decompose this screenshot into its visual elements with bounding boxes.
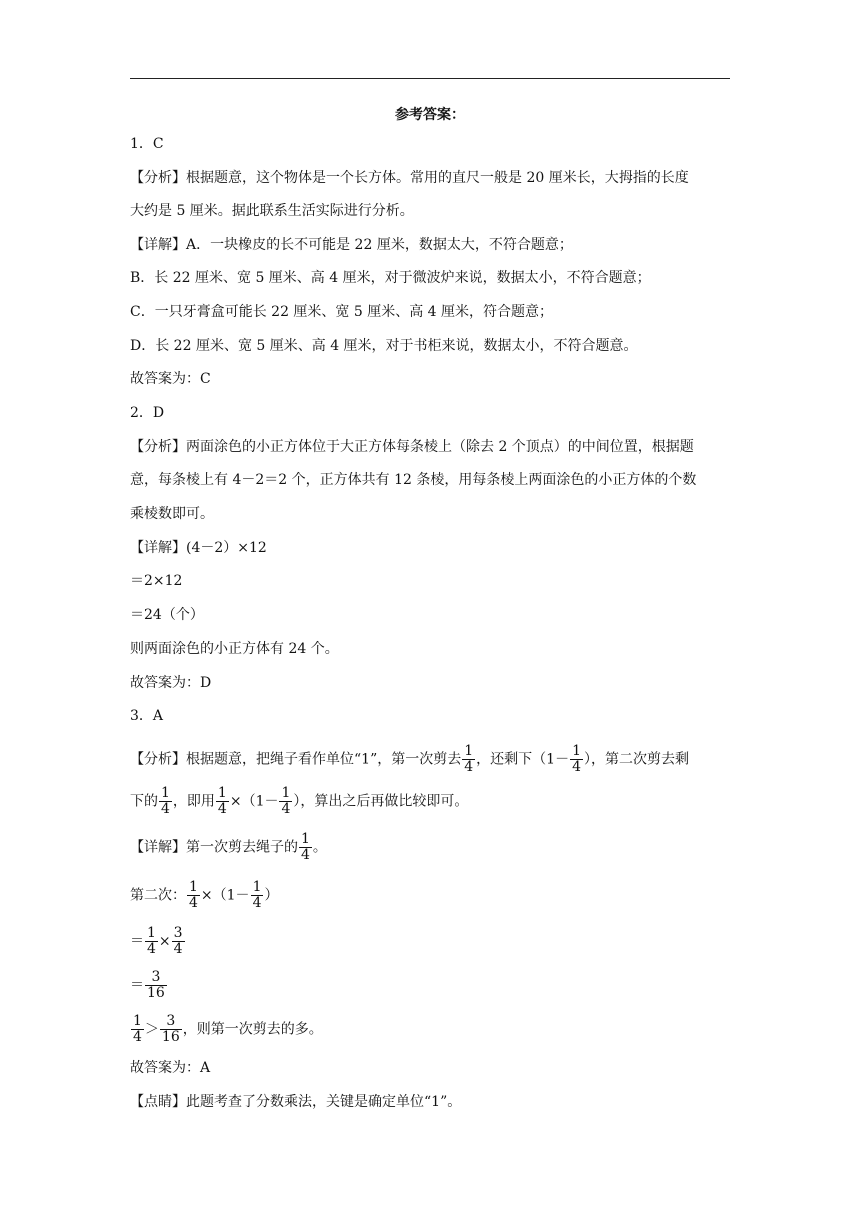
q3-eq1-times: × xyxy=(158,933,171,950)
q3-second-text-a: 第二次： xyxy=(130,887,186,904)
fraction-numerator: 1 xyxy=(301,831,310,847)
q2-analysis-line-2: 意，每条棱上有 4－2＝2 个，正方体共有 12 条棱，用每条棱上两面涂色的小正方体的个数 xyxy=(130,472,697,488)
fraction-denominator: 4 xyxy=(217,801,227,817)
fraction-denominator: 4 xyxy=(173,941,183,957)
fraction-one-quarter xyxy=(279,786,292,817)
q2-detail-line-1: 【详解】(4－2）×12 xyxy=(130,540,267,556)
fraction-denominator: 4 xyxy=(572,759,581,775)
q1-answer: 故答案为：C xyxy=(130,371,211,387)
q2-number: 2．D xyxy=(130,405,165,421)
header-rule xyxy=(130,78,730,79)
q2-analysis-line-3: 乘棱数即可。 xyxy=(130,506,214,522)
q1-detail-line-3: C．一只牙膏盒可能长 22 厘米、宽 5 厘米、高 4 厘米，符合题意； xyxy=(130,304,554,320)
q2-detail-line-3: ＝24（个） xyxy=(130,607,204,623)
q1-analysis-line-2: 大约是 5 厘米。据此联系生活实际进行分析。 xyxy=(130,203,414,219)
fraction-one-quarter xyxy=(131,1014,144,1045)
q2-analysis-line-1: 【分析】两面涂色的小正方体位于大正方体每条棱上（除去 2 个顶点）的中间位置，根据题 xyxy=(130,439,694,455)
q3-equation-line-1 xyxy=(130,926,186,957)
q3-analysis-text-c: ），第二次剪去剩 xyxy=(584,751,689,768)
q3-second-text-c: ） xyxy=(264,887,279,904)
fraction-denominator: 4 xyxy=(133,1029,142,1045)
fraction-denominator: 4 xyxy=(252,895,262,911)
fraction-one-quarter xyxy=(462,744,475,775)
q3-analysis2-text-a: 下的 xyxy=(130,793,158,810)
fraction-numerator: 1 xyxy=(281,785,291,801)
fraction-numerator: 1 xyxy=(252,879,262,895)
page-heading: 参考答案： xyxy=(395,107,465,123)
fraction-numerator: 3 xyxy=(151,969,161,985)
fraction-one-quarter xyxy=(570,744,583,775)
q3-comment: 【点睛】此题考查了分数乘法，关键是确定单位“1”。 xyxy=(130,1094,462,1110)
fraction-numerator: 1 xyxy=(464,743,474,759)
fraction-one-quarter xyxy=(299,832,312,863)
q1-number: 1．C xyxy=(130,136,164,152)
q2-detail-line-4: 则两面涂色的小正方体有 24 个。 xyxy=(130,641,339,657)
fraction-denominator: 4 xyxy=(189,895,198,911)
q3-detail-text-b: 。 xyxy=(312,839,327,856)
fraction-denominator: 16 xyxy=(161,1029,180,1045)
fraction-numerator: 3 xyxy=(173,925,183,941)
q3-equation-line-2 xyxy=(130,970,168,1001)
q3-eq2-equals: ＝ xyxy=(130,977,144,994)
fraction-three-sixteenths xyxy=(160,1014,182,1045)
q3-comparison-line xyxy=(130,1014,323,1045)
q3-second-text-b: ×（1－ xyxy=(200,887,250,904)
q3-second-cut-line xyxy=(130,880,278,911)
q3-eq1-equals: ＝ xyxy=(130,933,144,950)
q3-analysis2-text-b: ，即用 xyxy=(172,793,215,810)
fraction-denominator: 4 xyxy=(281,801,291,817)
fraction-numerator: 1 xyxy=(161,785,170,801)
fraction-denominator: 16 xyxy=(147,985,165,1001)
fraction-one-quarter xyxy=(216,786,229,817)
q3-detail-line-1 xyxy=(130,832,327,863)
fraction-numerator: 1 xyxy=(189,879,198,895)
fraction-three-quarters xyxy=(172,926,185,957)
fraction-one-quarter xyxy=(145,926,158,957)
fraction-denominator: 4 xyxy=(464,759,474,775)
q1-detail-line-4: D．长 22 厘米、宽 5 厘米、高 4 厘米，对于书柜来说，数据太小，不符合题意。 xyxy=(130,338,638,354)
fraction-numerator: 1 xyxy=(217,785,227,801)
q2-answer: 故答案为：D xyxy=(130,675,212,691)
q1-detail-line-2: B．长 22 厘米、宽 5 厘米、高 4 厘米，对于微波炉来说，数据太小，不符合题意； xyxy=(130,270,651,286)
q1-detail-line-1: 【详解】A．一块橡皮的长不可能是 22 厘米，数据太大，不符合题意； xyxy=(130,237,573,253)
fraction-numerator: 1 xyxy=(572,743,581,759)
fraction-denominator: 4 xyxy=(301,847,310,863)
q3-number: 3．A xyxy=(130,708,164,724)
fraction-numerator: 1 xyxy=(133,1013,142,1029)
q3-cmp-greater: ＞ xyxy=(144,1021,159,1038)
fraction-numerator: 3 xyxy=(166,1013,176,1029)
q1-analysis-line-1: 【分析】根据题意，这个物体是一个长方体。常用的直尺一般是 20 厘米长，大拇指的长度 xyxy=(130,170,689,186)
q3-detail-text-a: 【详解】第一次剪去绳子的 xyxy=(130,839,298,856)
fraction-denominator: 4 xyxy=(161,801,170,817)
q3-analysis2-text-c: ×（1－ xyxy=(229,793,279,810)
fraction-three-sixteenths xyxy=(145,970,167,1001)
q3-analysis-line-1 xyxy=(130,744,689,775)
q3-cmp-text: ，则第一次剪去的多。 xyxy=(182,1021,323,1038)
q3-answer: 故答案为：A xyxy=(130,1060,211,1076)
q3-analysis-text-a: 【分析】根据题意，把绳子看作单位“1”，第一次剪去 xyxy=(130,751,462,768)
fraction-numerator: 1 xyxy=(147,925,156,941)
fraction-denominator: 4 xyxy=(147,941,156,957)
fraction-one-quarter xyxy=(187,880,200,911)
q3-analysis-text-b: ，还剩下（1－ xyxy=(476,751,570,768)
q3-analysis-line-2 xyxy=(130,786,468,817)
q3-analysis2-text-d: ），算出之后再做比较即可。 xyxy=(293,793,469,810)
fraction-one-quarter xyxy=(251,880,264,911)
q2-detail-line-2: ＝2×12 xyxy=(130,573,183,589)
fraction-one-quarter xyxy=(159,786,172,817)
